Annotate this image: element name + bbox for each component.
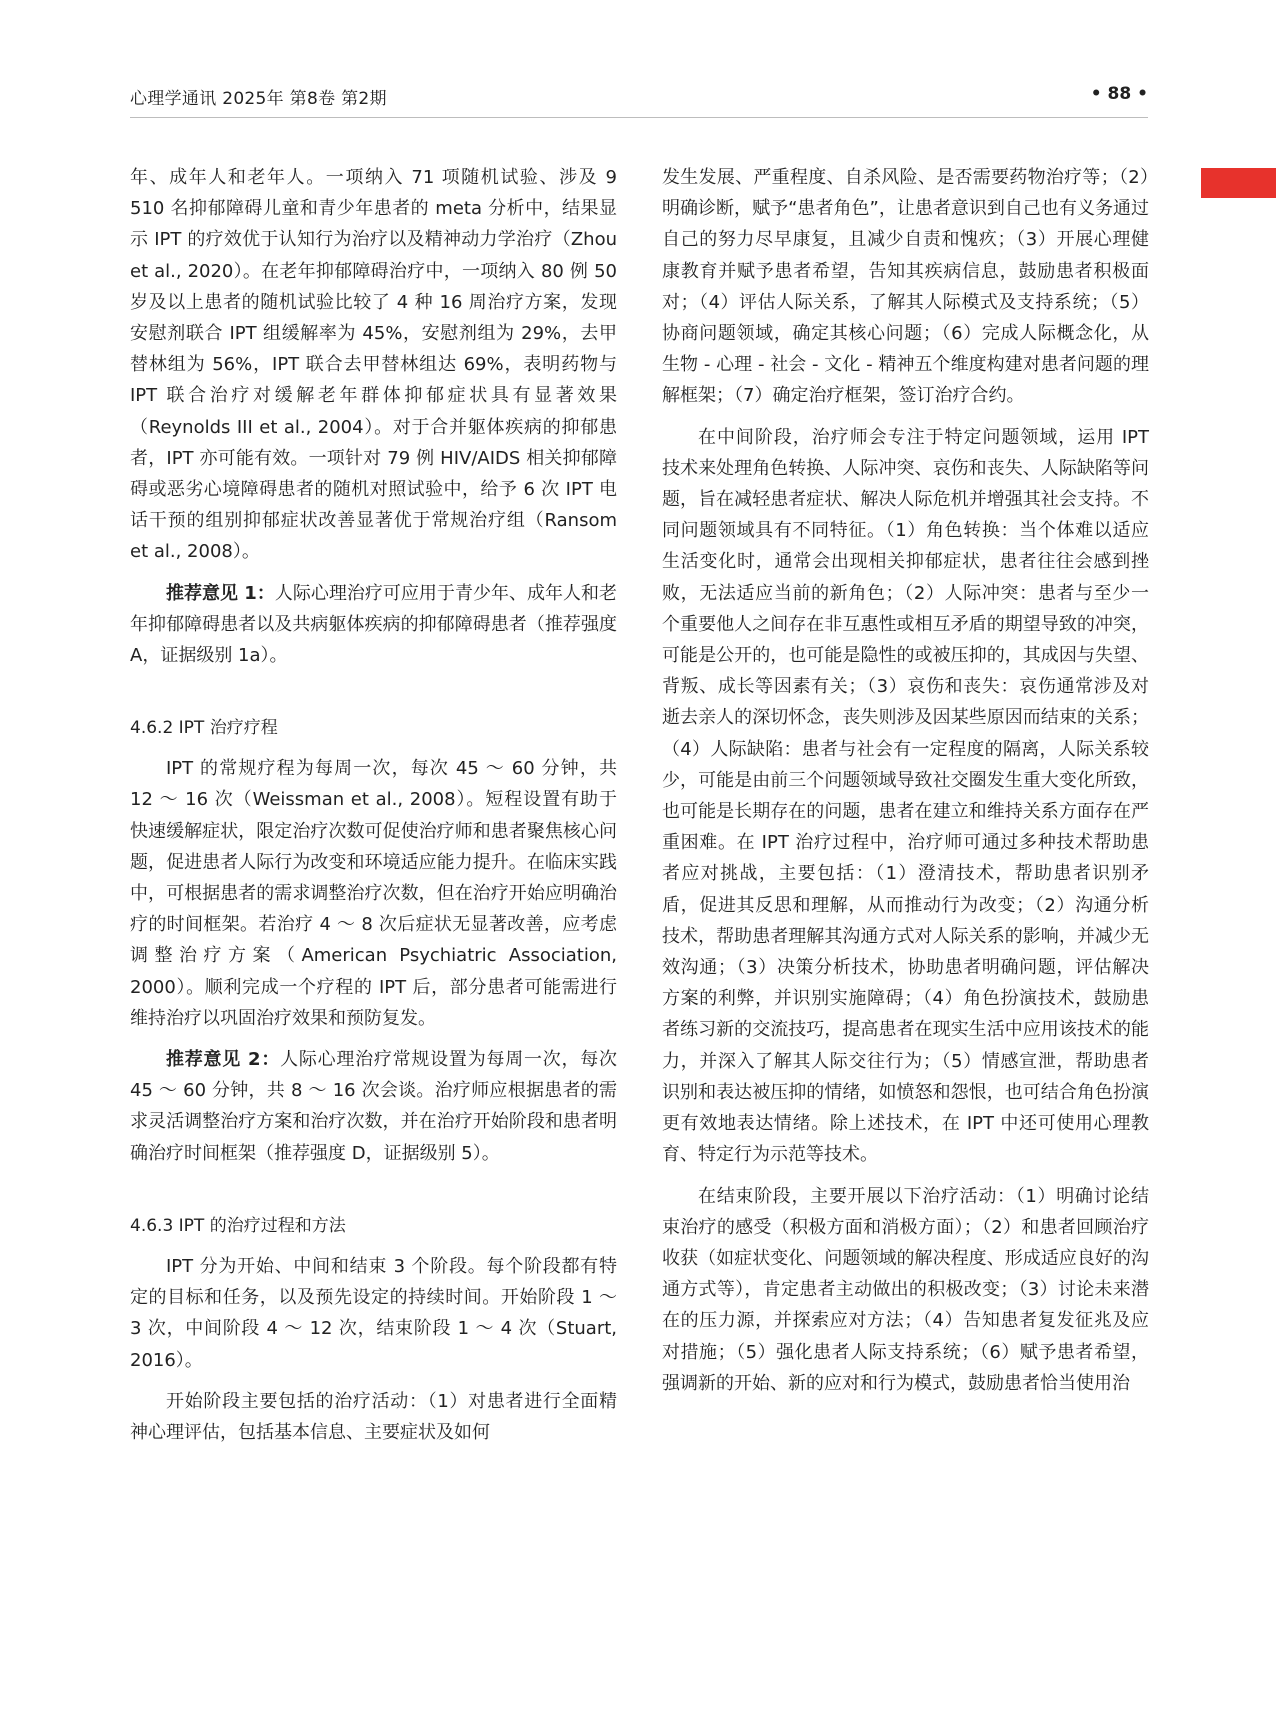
section-tab-marker: [1201, 168, 1276, 198]
header-divider: [130, 117, 1148, 118]
recommendation-2-text: 人际心理治疗常规设置为每周一次，每次 45 ～ 60 分钟，共 8 ～ 16 次会谈。治疗师应根据患者的需求灵活调整治疗方案和治疗次数，并在治疗开始阶段和患者明确治疗时间框架（推荐强度 D，证据级别 5）。: [130, 1049, 618, 1164]
body-paragraph: 年、成年人和老年人。一项纳入 71 项随机试验、涉及 9 510 名抑郁障碍儿童和青少年患者的 meta 分析中，结果显示 IPT 的疗效优于认知行为治疗以及精神动力学治疗（Zhou et al., 2020）。在老年抑郁障碍治疗中，一项纳入 80 例 50 岁及以上患者的随机试验比较了 4 种 16 周治疗方案，发现安慰剂联合 IPT 组缓解率为 45%，安慰剂组为 29%，去甲替林组为 56%，IPT 联合去甲替林组达 69%，表明药物与 IPT 联合治疗对缓解老年群体抑郁症状具有显著效果（Reynolds III et al., 2004）。对于合并躯体疾病的抑郁患者，IPT 亦可能有效。一项针对 79 例 HIV/AIDS 相关抑郁障碍或恶劣心境障碍患者的随机对照试验中，给予 6 次 IPT 电话干预的组别抑郁症状改善显著优于常规治疗组（Ransom et al., 2008）。: [130, 167, 617, 563]
recommendation-1-title: 推荐意见 1：: [166, 582, 275, 604]
section-heading-4-6-2: 4.6.2 IPT 治疗疗程: [130, 718, 278, 739]
page-number: • 88 •: [1090, 84, 1148, 104]
recommendation-1-text: 人际心理治疗可应用于青少年、成年人和老年抑郁障碍患者以及共病躯体疾病的抑郁障碍患者（推荐强度 A，证据级别 1a）。: [130, 582, 618, 667]
recommendation-2-title: 推荐意见 2：: [166, 1049, 281, 1071]
recommendation-1: [130, 578, 617, 672]
body-paragraph: 在中间阶段，治疗师会专注于特定问题领域，运用 IPT 技术来处理角色转换、人际冲突、哀伤和丧失、人际缺陷等问题，旨在减轻患者症状、解决人际危机并增强其社会支持。不同问题领域具有不同特征。（1）角色转换：当个体难以适应生活变化时，通常会出现相关抑郁症状，患者往往会感到挫败，无法适应当前的新角色；（2）人际冲突：患者与至少一个重要他人之间存在非互惠性或相互矛盾的期望导致的冲突，可能是公开的，也可能是隐性的或被压抑的，其成因与失望、背叛、成长等因素有关；（3）哀伤和丧失：哀伤通常涉及对逝去亲人的深切怀念，丧失则涉及因某些原因而结束的关系；（4）人际缺陷：患者与社会有一定程度的隔离，人际关系较少，可能是由前三个问题领域导致社交圈发生重大变化所致，也可能是长期存在的问题，患者在建立和维持关系方面存在严重困难。在 IPT 治疗过程中，治疗师可通过多种技术帮助患者应对挑战，主要包括：（1）澄清技术，帮助患者识别矛盾，促进其反思和理解，从而推动行为改变；（2）沟通分析技术，帮助患者理解其沟通方式对人际关系的影响，并减少无效沟通；（3）决策分析技术，协助患者明确问题，评估解决方案的利弊，并识别实施障碍；（4）角色扮演技术，鼓励患者练习新的交流技巧，提高患者在现实生活中应用该技术的能力，并深入了解其人际交往行为；（5）情感宣泄，帮助患者识别和表达被压抑的情绪，如愤怒和怨恨，也可结合角色扮演更有效地表达情绪。除上述技术，在 IPT 中还可使用心理教育、特定行为示范等技术。: [662, 426, 1149, 1166]
body-paragraph: 发生发展、严重程度、自杀风险、是否需要药物治疗等；（2）明确诊断，赋予“患者角色”，让患者意识到自己也有义务通过自己的努力尽早康复，且减少自责和愧疚；（3）开展心理健康教育并赋予患者希望，告知其疾病信息，鼓励患者积极面对；（4）评估人际关系，了解其人际模式及支持系统；（5）协商问题领域，确定其核心问题；（6）完成人际概念化，从生物 - 心理 - 社会 - 文化 - 精神五个维度构建对患者问题的理解框架；（7）确定治疗框架，签订治疗合约。: [662, 167, 1149, 407]
left-column: [130, 162, 617, 1448]
section-heading-4-6-3: 4.6.3 IPT 的治疗过程和方法: [130, 1215, 346, 1236]
recommendation-2: [130, 1044, 617, 1169]
body-paragraph: IPT 分为开始、中间和结束 3 个阶段。每个阶段都有特定的目标和任务，以及预先设定的持续时间。开始阶段 1 ～ 3 次，中间阶段 4 ～ 12 次，结束阶段 1 ～ 4 次（Stuart, 2016）。: [130, 1255, 617, 1371]
body-paragraph: IPT 的常规疗程为每周一次，每次 45 ～ 60 分钟，共 12 ～ 16 次（Weissman et al., 2008）。短程设置有助于快速缓解症状，限定治疗次数可促使治疗师和患者聚焦核心问题，促进患者人际行为改变和环境适应能力提升。在临床实践中，可根据患者的需求调整治疗次数，但在治疗开始应明确治疗的时间框架。若治疗 4 ～ 8 次后症状无显著改善，应考虑调整治疗方案（American Psychiatric Association, 2000）。顺利完成一个疗程的 IPT 后，部分患者可能需进行维持治疗以巩固治疗效果和预防复发。: [130, 758, 617, 1029]
right-column: [662, 162, 1149, 1399]
body-paragraph: 在结束阶段，主要开展以下治疗活动：（1）明确讨论结束治疗的感受（积极方面和消极方面）；（2）和患者回顾治疗收获（如症状变化、问题领域的解决程度、形成适应良好的沟通方式等），肯定患者主动做出的积极改变；（3）讨论未来潜在的压力源，并探索应对方法；（4）告知患者复发征兆及应对措施；（5）强化患者人际支持系统；（6）赋予患者希望，强调新的开始、新的应对和行为模式，鼓励患者恰当使用治: [662, 1185, 1149, 1394]
body-paragraph: 开始阶段主要包括的治疗活动：（1）对患者进行全面精神心理评估，包括基本信息、主要症状及如何: [130, 1390, 617, 1443]
running-header: [130, 84, 1148, 114]
journal-title: 心理学通讯 2025年 第8卷 第2期: [130, 89, 387, 109]
